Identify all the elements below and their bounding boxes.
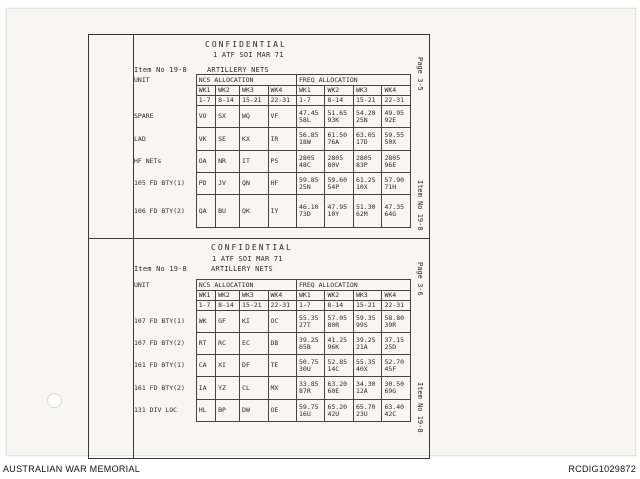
- frequency-cell: [353, 333, 381, 355]
- table-row: [132, 311, 411, 333]
- frequency-code: 71H: [384, 182, 397, 191]
- classification-title: CONFIDENTIAL: [205, 40, 287, 49]
- frequency-code: 39R: [384, 320, 397, 329]
- table-row: [132, 333, 411, 355]
- freq-allocation-header: FREQ ALLOCATION: [297, 75, 411, 86]
- frequency-cell: [353, 151, 381, 173]
- ncs-callsign: GF: [216, 311, 240, 333]
- week-header: WK3: [240, 291, 268, 301]
- ncs-callsign: VF: [268, 106, 296, 128]
- day-range: 1-7: [196, 96, 215, 106]
- ncs-callsign: XI: [216, 355, 240, 377]
- frequency-value: 63.20: [327, 380, 348, 388]
- frequency-cell: [382, 355, 411, 377]
- frequency-cell: [353, 400, 381, 422]
- unit-name: SPARE: [132, 106, 196, 128]
- frequency-value: 65.70: [355, 402, 376, 411]
- unit-name: LAD: [132, 128, 196, 151]
- frequency-value: 47.45: [299, 108, 319, 117]
- frequency-cell: [382, 400, 411, 422]
- unit-header: UNIT: [132, 280, 196, 291]
- day-range: 8-14: [325, 301, 353, 311]
- punch-hole: [47, 393, 62, 408]
- ncs-callsign: VO: [196, 106, 215, 128]
- unit-name: 131 DIV LOC: [132, 400, 196, 422]
- side-item-label: Item No 19-8: [416, 180, 424, 231]
- unit-name: 105 FD BTY(1): [132, 173, 196, 195]
- frequency-code: 10Y: [327, 210, 340, 218]
- frequency-code: 99S: [355, 320, 368, 329]
- frequency-code: 18W: [299, 138, 311, 146]
- soi-reference: 1 ATF SOI MAR 71: [213, 51, 284, 59]
- day-range: 1-7: [297, 301, 325, 311]
- ncs-callsign: WK: [196, 311, 215, 333]
- week-header: WK3: [240, 86, 268, 96]
- frequency-value: 49.95: [384, 108, 405, 117]
- ncs-callsign: YZ: [216, 377, 240, 400]
- frequency-code: 65B: [299, 342, 311, 351]
- ncs-callsign: SE: [216, 128, 240, 151]
- frequency-cell: [353, 355, 381, 377]
- ncs-callsign: SX: [216, 106, 240, 128]
- ncs-callsign: PD: [196, 173, 215, 195]
- frequency-value: 59.85: [299, 175, 319, 184]
- ncs-callsign: KI: [240, 311, 268, 333]
- frequency-cell: [297, 400, 325, 422]
- frequency-code: 45F: [384, 364, 397, 373]
- ncs-callsign: QK: [240, 195, 268, 228]
- frequency-cell: [297, 195, 325, 228]
- frequency-code: 87R: [299, 387, 311, 395]
- frequency-code: 25D: [384, 342, 397, 351]
- ncs-callsign: WQ: [240, 106, 268, 128]
- ncs-callsign: BU: [216, 195, 240, 228]
- unit-name: 161 FD BTY(1): [132, 355, 196, 377]
- table-row: [132, 377, 411, 400]
- frequency-code: 50X: [384, 138, 397, 146]
- artillery-nets-table: [132, 279, 411, 422]
- frequency-code: 96E: [384, 160, 397, 169]
- archive-credit: AUSTRALIAN WAR MEMORIAL: [3, 464, 141, 474]
- ncs-callsign: HL: [196, 400, 215, 422]
- ncs-callsign: DB: [268, 333, 296, 355]
- item-number: Item No 19-8: [134, 66, 187, 74]
- week-header: WK2: [216, 86, 240, 96]
- frequency-value: 55.35: [299, 313, 319, 322]
- ncs-callsign: NR: [216, 151, 240, 173]
- frequency-value: 59.60: [327, 175, 348, 184]
- freq-allocation-header: FREQ ALLOCATION: [297, 280, 411, 291]
- ncs-callsign: RT: [196, 333, 215, 355]
- day-range: 15-21: [353, 301, 381, 311]
- frequency-code: 80R: [327, 320, 340, 329]
- frequency-code: 62M: [355, 210, 368, 218]
- ncs-callsign: QN: [240, 173, 268, 195]
- table-row: [132, 355, 411, 377]
- unit-name: HF NETs: [132, 151, 196, 173]
- ncs-callsign: OA: [196, 151, 215, 173]
- week-header: WK1: [196, 86, 215, 96]
- unit-header: UNIT: [132, 75, 196, 86]
- frequency-value: 57.90: [384, 175, 405, 184]
- unit-name: 107 FD BTY(2): [132, 333, 196, 355]
- ncs-callsign: IR: [268, 128, 296, 151]
- day-range: 22-31: [382, 301, 411, 311]
- frequency-code: 93K: [327, 115, 340, 124]
- frequency-code: 80V: [327, 160, 340, 169]
- day-range: 22-31: [382, 96, 411, 106]
- frequency-value: 55.35: [355, 357, 376, 366]
- ncs-callsign: CA: [196, 355, 215, 377]
- day-range: 8-14: [216, 96, 240, 106]
- frequency-cell: [325, 377, 353, 400]
- frequency-cell: [353, 377, 381, 400]
- day-range: 15-21: [240, 96, 268, 106]
- week-header: WK2: [325, 291, 353, 301]
- day-range: 22-31: [268, 96, 296, 106]
- day-range: 1-7: [297, 96, 325, 106]
- frequency-value: 33.85: [299, 380, 319, 388]
- section-heading: ARTILLERY NETS: [207, 66, 269, 74]
- ncs-callsign: MX: [268, 377, 296, 400]
- ncs-callsign: IY: [268, 195, 296, 228]
- week-header: WK4: [268, 86, 296, 96]
- ncs-callsign: PS: [268, 151, 296, 173]
- frequency-value: 52.85: [327, 357, 348, 366]
- frequency-cell: [325, 333, 353, 355]
- frequency-cell: [325, 195, 353, 228]
- frequency-value: 65.20: [327, 402, 348, 411]
- frequency-cell: [382, 311, 411, 333]
- week-header: WK2: [325, 86, 353, 96]
- frequency-code: 48C: [299, 160, 311, 169]
- frequency-value: 52.70: [384, 357, 405, 366]
- frequency-cell: [353, 173, 381, 195]
- frequency-code: 30U: [299, 364, 311, 373]
- frequency-value: 34.30: [355, 380, 376, 388]
- frequency-value: 39.25: [355, 335, 376, 344]
- ncs-callsign: IA: [196, 377, 215, 400]
- artillery-nets-table: [132, 74, 411, 228]
- frequency-cell: [382, 151, 411, 173]
- frequency-value: 63.05: [355, 131, 376, 139]
- frequency-cell: [382, 128, 411, 151]
- side-item-label: Item No 19-8: [416, 382, 424, 433]
- frequency-value: 39.25: [299, 335, 319, 344]
- ncs-callsign: QA: [196, 195, 215, 228]
- frequency-value: 37.15: [384, 335, 405, 344]
- frequency-code: 76A: [327, 138, 340, 146]
- frequency-code: 27T: [299, 320, 311, 329]
- frequency-code: 83P: [355, 160, 368, 169]
- frequency-cell: [297, 311, 325, 333]
- frequency-value: 47.35: [384, 203, 405, 211]
- frequency-cell: [353, 128, 381, 151]
- week-header: WK2: [216, 291, 240, 301]
- day-range: 15-21: [240, 301, 268, 311]
- frequency-code: 42U: [327, 409, 340, 418]
- frequency-code: 96K: [327, 342, 340, 351]
- frequency-code: 42C: [384, 409, 397, 418]
- table-row: [132, 151, 411, 173]
- frequency-cell: [297, 106, 325, 128]
- frequency-code: 23U: [355, 409, 368, 418]
- frequency-cell: [325, 151, 353, 173]
- page-label: Page 3-5: [416, 57, 424, 91]
- classification-title: CONFIDENTIAL: [211, 243, 293, 252]
- frequency-value: 2805: [355, 153, 372, 162]
- frequency-code: 73D: [299, 210, 311, 218]
- frequency-cell: [297, 377, 325, 400]
- frequency-code: 64G: [384, 210, 397, 218]
- frequency-code: 21A: [355, 342, 368, 351]
- frequency-code: 16U: [299, 409, 311, 418]
- ncs-callsign: VK: [196, 128, 215, 151]
- ncs-callsign: EC: [240, 333, 268, 355]
- frequency-cell: [325, 106, 353, 128]
- unit-name: 107 FD BTY(1): [132, 311, 196, 333]
- frequency-cell: [325, 311, 353, 333]
- table-row: [132, 128, 411, 151]
- section-heading: ARTILLERY NETS: [211, 265, 273, 273]
- table-row: [132, 400, 411, 422]
- week-header: WK4: [268, 291, 296, 301]
- frequency-cell: [325, 400, 353, 422]
- unit-name: 106 FD BTY(2): [132, 195, 196, 228]
- section-divider: [89, 238, 429, 239]
- frequency-cell: [382, 377, 411, 400]
- ncs-allocation-header: NCS ALLOCATION: [196, 280, 296, 291]
- item-number: Item No 19-8: [134, 265, 187, 273]
- frequency-value: 2805: [327, 153, 344, 162]
- day-range: 8-14: [325, 96, 353, 106]
- page-label: Page 3-6: [416, 262, 424, 296]
- week-header: WK3: [353, 291, 381, 301]
- table-row: [132, 173, 411, 195]
- frequency-cell: [382, 333, 411, 355]
- frequency-code: 92E: [384, 115, 397, 124]
- frequency-code: 69G: [384, 387, 397, 395]
- frequency-value: 57.05: [327, 313, 348, 322]
- frequency-cell: [297, 128, 325, 151]
- ncs-callsign: JV: [216, 173, 240, 195]
- frequency-value: 41.25: [327, 335, 348, 344]
- frequency-value: 54.20: [355, 108, 376, 117]
- frequency-value: 2805: [384, 153, 401, 162]
- frequency-cell: [325, 128, 353, 151]
- ncs-callsign: KX: [240, 128, 268, 151]
- frequency-code: 12A: [355, 387, 368, 395]
- ncs-callsign: CL: [240, 377, 268, 400]
- frequency-value: 61.25: [355, 175, 376, 184]
- ncs-callsign: OE: [268, 400, 296, 422]
- week-header: WK1: [196, 291, 215, 301]
- frequency-value: 30.50: [384, 380, 405, 388]
- table-row: [132, 195, 411, 228]
- day-range: 8-14: [216, 301, 240, 311]
- frequency-value: 51.65: [327, 108, 348, 117]
- ncs-callsign: OC: [268, 311, 296, 333]
- ncs-callsign: TE: [268, 355, 296, 377]
- frequency-cell: [353, 311, 381, 333]
- unit-name: 161 FD BTY(2): [132, 377, 196, 400]
- frequency-code: 17D: [355, 138, 368, 146]
- week-header: WK3: [353, 86, 381, 96]
- frequency-code: 58L: [299, 115, 311, 124]
- ncs-callsign: DF: [240, 355, 268, 377]
- frequency-value: 56.85: [299, 131, 319, 139]
- week-header: WK1: [297, 86, 325, 96]
- day-range: 1-7: [196, 301, 215, 311]
- ncs-callsign: RC: [216, 333, 240, 355]
- ncs-callsign: HF: [268, 173, 296, 195]
- frequency-value: 47.95: [327, 203, 348, 211]
- week-header: WK4: [382, 291, 411, 301]
- frequency-value: 2805: [299, 153, 315, 162]
- frequency-cell: [353, 195, 381, 228]
- frequency-cell: [297, 173, 325, 195]
- frequency-cell: [325, 355, 353, 377]
- ncs-allocation-header: NCS ALLOCATION: [196, 75, 296, 86]
- ncs-callsign: BP: [216, 400, 240, 422]
- frequency-code: 25N: [299, 182, 311, 191]
- frequency-value: 46.10: [299, 203, 319, 211]
- day-range: 15-21: [353, 96, 381, 106]
- frequency-value: 59.75: [299, 402, 319, 411]
- frequency-cell: [297, 151, 325, 173]
- record-id: RCDIG1029872: [568, 464, 636, 474]
- frequency-cell: [382, 173, 411, 195]
- week-header: WK1: [297, 291, 325, 301]
- table-row: [132, 106, 411, 128]
- week-header: WK4: [382, 86, 411, 96]
- frequency-value: 51.30: [355, 203, 376, 211]
- frequency-value: 63.40: [384, 402, 405, 411]
- frequency-cell: [382, 195, 411, 228]
- frequency-value: 61.50: [327, 131, 348, 139]
- frequency-cell: [297, 333, 325, 355]
- day-range: 22-31: [268, 301, 296, 311]
- frequency-value: 50.75: [299, 357, 319, 366]
- frequency-value: 59.35: [355, 313, 376, 322]
- frequency-cell: [297, 355, 325, 377]
- frequency-value: 59.55: [384, 131, 405, 139]
- frequency-cell: [382, 106, 411, 128]
- frequency-code: 60E: [327, 387, 340, 395]
- frequency-code: 40X: [355, 364, 368, 373]
- frequency-code: 25N: [355, 115, 368, 124]
- frequency-cell: [353, 106, 381, 128]
- frequency-code: 10X: [355, 182, 368, 191]
- ncs-callsign: IT: [240, 151, 268, 173]
- frequency-code: 54P: [327, 182, 340, 191]
- soi-reference: 1 ATF SOI MAR 71: [212, 255, 283, 263]
- frequency-code: 14C: [327, 364, 340, 373]
- frequency-cell: [325, 173, 353, 195]
- ncs-callsign: DW: [240, 400, 268, 422]
- frequency-value: 58.80: [384, 313, 405, 322]
